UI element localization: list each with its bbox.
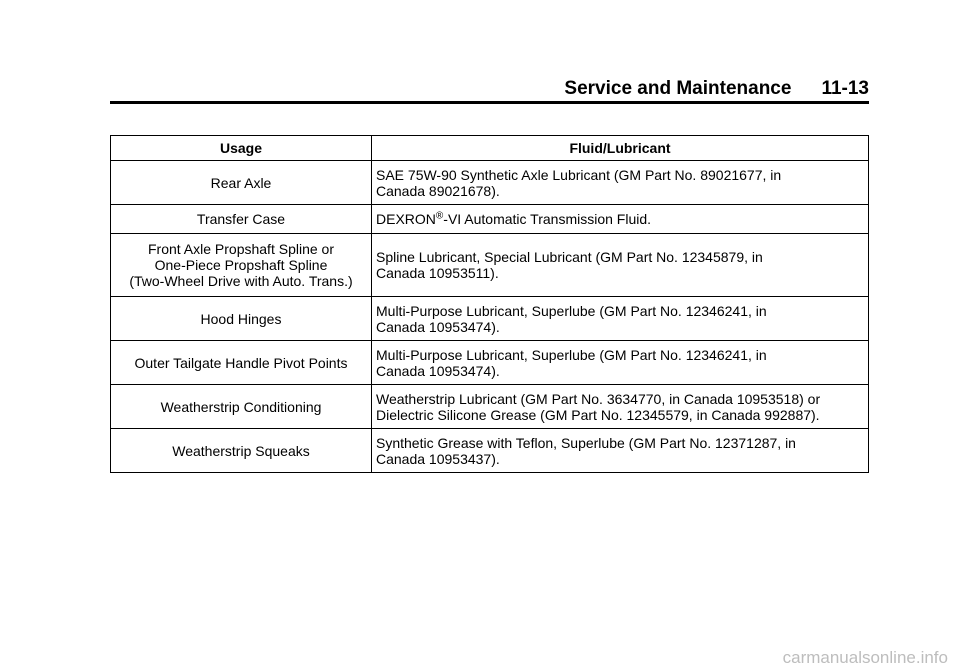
usage-cell	[111, 385, 372, 429]
fluid-text: DEXRON	[376, 211, 436, 227]
table-row	[111, 234, 869, 297]
fluid-text: SAE 75W-90 Synthetic Axle Lubricant (GM Part No. 89021677, in	[376, 166, 782, 183]
fluid-text: -VI Automatic Transmission Fluid.	[443, 211, 652, 227]
usage-text: (Two-Wheel Drive with Auto. Trans.)	[129, 273, 353, 289]
usage-cell	[111, 205, 372, 234]
usage-text: Outer Tailgate Handle Pivot Points	[134, 354, 348, 371]
header-rule	[110, 101, 869, 104]
table-row	[111, 385, 869, 429]
table-row	[111, 429, 869, 473]
fluid-text: Synthetic Grease with Teflon, Superlube (GM Part No. 12371287, in	[376, 434, 796, 451]
fluid-cell	[372, 234, 869, 297]
usage-text: Weatherstrip Conditioning	[160, 398, 322, 415]
table-row	[111, 161, 869, 205]
fluid-cell	[372, 385, 869, 429]
fluid-text: Multi-Purpose Lubricant, Superlube (GM Part No. 12346241, in	[376, 346, 767, 363]
section-title: Service and Maintenance	[564, 78, 792, 99]
watermark-text: carmanualsonline.info	[782, 648, 948, 667]
column-header-usage: Usage	[111, 136, 372, 161]
table-row	[111, 205, 869, 234]
usage-text: One-Piece Propshaft Spline	[154, 257, 328, 273]
usage-cell	[111, 429, 372, 473]
usage-cell	[111, 234, 372, 297]
page-header	[110, 78, 869, 102]
fluid-cell	[372, 341, 869, 385]
fluid-text: Spline Lubricant, Special Lubricant (GM Part No. 12345879, in	[376, 249, 763, 265]
usage-text: Weatherstrip Squeaks	[172, 442, 310, 459]
fluid-text: Canada 10953474).	[376, 318, 500, 335]
fluid-text: Canada 10953437).	[376, 450, 500, 467]
fluid-cell	[372, 297, 869, 341]
table-row	[111, 341, 869, 385]
fluid-text: Multi-Purpose Lubricant, Superlube (GM Part No. 12346241, in	[376, 302, 767, 319]
fluid-text: Canada 89021678).	[376, 182, 500, 199]
fluid-lubricant-table	[110, 135, 869, 473]
registered-mark: ®	[435, 210, 444, 222]
usage-cell	[111, 297, 372, 341]
usage-text: Transfer Case	[196, 211, 286, 227]
table-header-row	[111, 136, 869, 161]
fluid-text: Canada 10953474).	[376, 362, 500, 379]
fluid-text: Canada 10953511).	[376, 265, 499, 281]
table-row	[111, 297, 869, 341]
usage-text: Front Axle Propshaft Spline or	[148, 241, 334, 257]
fluid-cell	[372, 205, 869, 234]
column-header-fluid: Fluid/Lubricant	[372, 136, 869, 161]
usage-text: Rear Axle	[210, 174, 272, 191]
fluid-cell	[372, 429, 869, 473]
usage-cell	[111, 341, 372, 385]
usage-text: Hood Hinges	[200, 310, 282, 327]
fluid-text: Weatherstrip Lubricant (GM Part No. 3634770, in Canada 10953518) or	[376, 390, 821, 407]
fluid-cell	[372, 161, 869, 205]
fluid-text: Dielectric Silicone Grease (GM Part No. 12345579, in Canada 992887).	[376, 406, 820, 423]
page-number: 11-13	[821, 78, 869, 99]
usage-cell	[111, 161, 372, 205]
